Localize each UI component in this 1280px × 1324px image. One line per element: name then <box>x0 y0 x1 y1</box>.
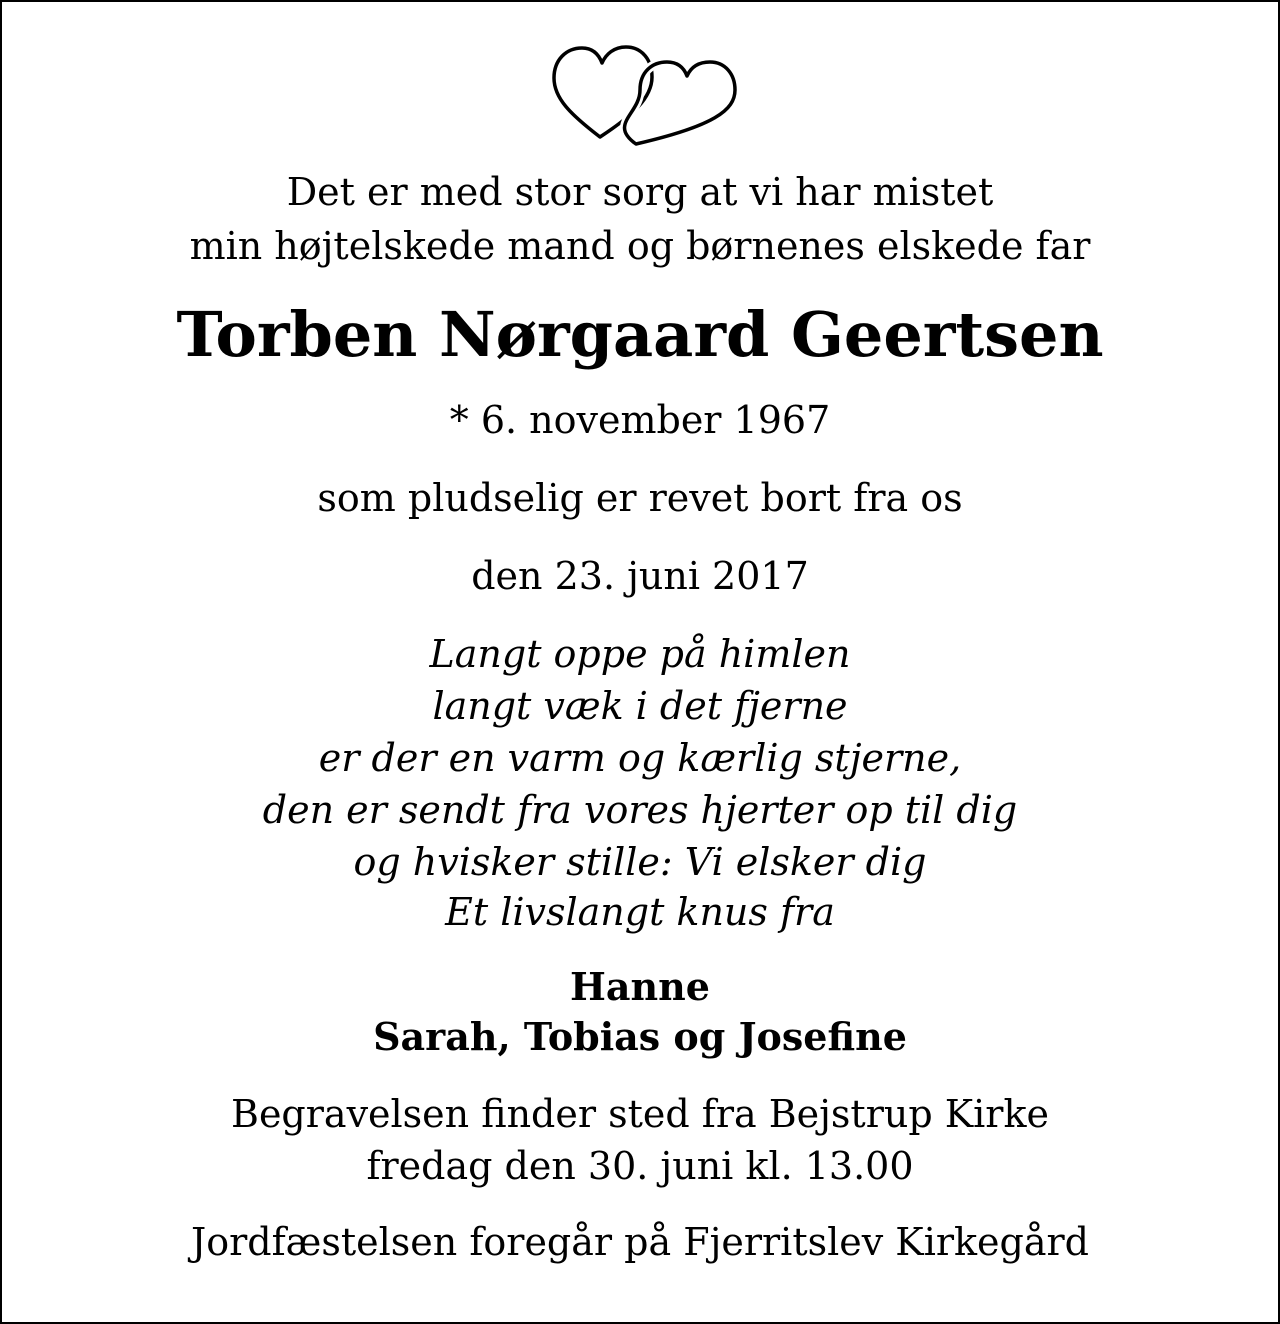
poem-line: og hvisker stille: Vi elsker dig <box>353 840 927 884</box>
poem-line: Et livslangt knus fra <box>445 890 835 934</box>
poem-line: Langt oppe på himlen <box>429 632 851 676</box>
intro-line-1: Det er med stor sorg at vi har mistet <box>286 170 994 214</box>
poem-line: er der en varm og kærlig stjerne, <box>318 736 962 780</box>
deceased-name: Torben Nørgaard Geertsen <box>176 298 1104 371</box>
death-date: den 23. juni 2017 <box>471 554 809 598</box>
family-line-2: Sarah, Tobias og Josefine <box>373 1014 907 1059</box>
poem-line: langt væk i det fjerne <box>432 684 848 728</box>
death-text: som pludselig er revet bort fra os <box>317 476 963 520</box>
birth-date: * 6. november 1967 <box>449 398 831 442</box>
funeral-line-2: fredag den 30. juni kl. 13.00 <box>366 1144 914 1188</box>
burial-text: Jordfæstelsen foregår på Fjerritslev Kirkegård <box>191 1220 1089 1264</box>
funeral-line-1: Begravelsen finder sted fra Bejstrup Kirke <box>231 1092 1049 1136</box>
intro-line-2: min højtelskede mand og børnenes elskede far <box>189 224 1091 268</box>
family-line-1: Hanne <box>570 964 710 1009</box>
two-hearts-icon <box>548 40 740 146</box>
poem-line: den er sendt fra vores hjerter op til dig <box>262 788 1018 832</box>
